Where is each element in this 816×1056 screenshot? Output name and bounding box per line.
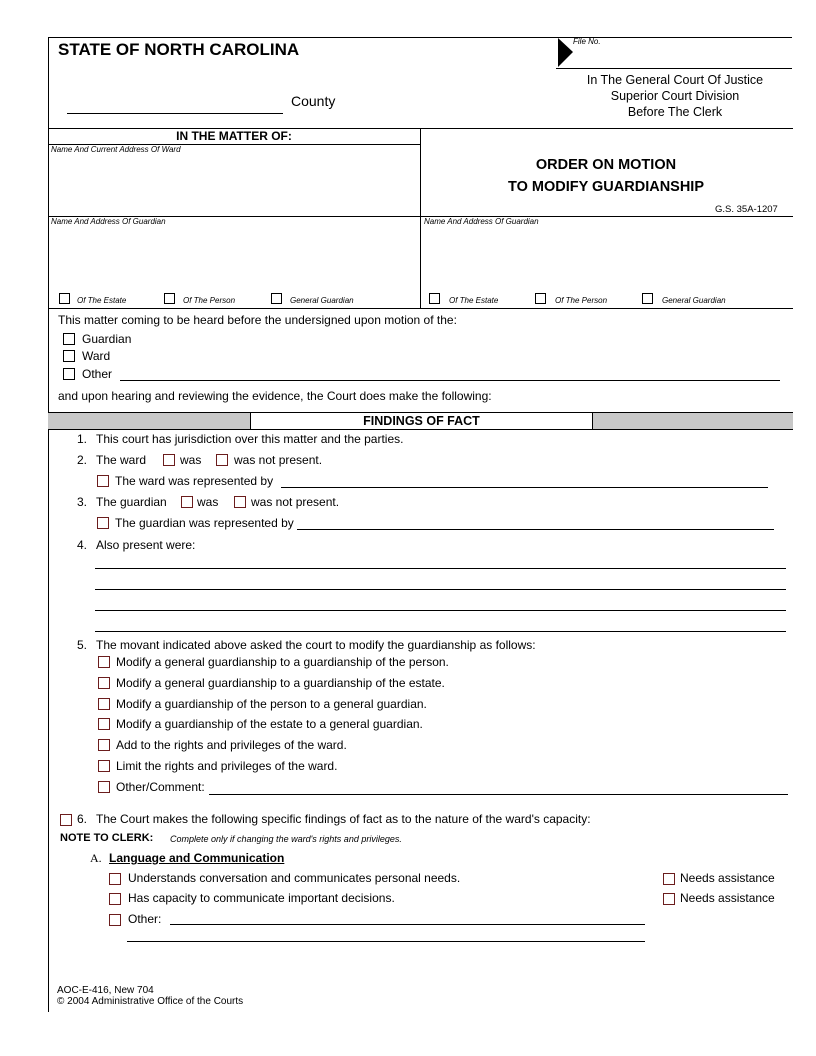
court-line-1: In The General Court Of Justice xyxy=(586,73,764,87)
finding-4-text: Also present were: xyxy=(96,538,196,552)
ward-was-not-checkbox[interactable] xyxy=(216,454,228,466)
motion-outro: and upon hearing and reviewing the evidence, the Court does make the following: xyxy=(58,389,492,403)
section-a-title: Language and Communication xyxy=(109,851,285,865)
a-item-1-assist-checkbox[interactable] xyxy=(663,873,675,885)
modify-option-3-label: Modify a guardianship of the person to a general guardian. xyxy=(116,697,427,711)
guardian-represented-field[interactable] xyxy=(297,529,774,530)
finding-5-text: The movant indicated above asked the court to modify the guardianship as follows: xyxy=(96,638,536,652)
modify-option-other-checkbox[interactable] xyxy=(98,781,110,793)
guardian-was-label: was xyxy=(197,495,219,509)
right-general-checkbox[interactable] xyxy=(642,293,653,304)
right-estate-label: Of The Estate xyxy=(449,296,499,305)
left-estate-label: Of The Estate xyxy=(77,296,127,305)
also-present-line-3[interactable] xyxy=(95,610,786,611)
statute-ref: G.S. 35A-1207 xyxy=(715,204,778,215)
motion-guardian-checkbox[interactable] xyxy=(63,333,75,345)
left-border xyxy=(48,37,49,1012)
a-item-1-label: Understands conversation and communicates personal needs. xyxy=(128,871,461,885)
also-present-line-2[interactable] xyxy=(95,589,786,590)
right-person-checkbox[interactable] xyxy=(535,293,546,304)
a-item-2-label: Has capacity to communicate important decisions. xyxy=(128,891,395,905)
a-item-2-assist-label: Needs assistance xyxy=(680,891,775,905)
modify-option-4-label: Modify a guardianship of the estate to a general guardian. xyxy=(116,717,423,731)
a-item-1-checkbox[interactable] xyxy=(109,873,121,885)
finding-3-number: 3. xyxy=(77,495,88,509)
ward-represented-label: The ward was represented by xyxy=(115,474,274,488)
guardian-label-right: Name And Address Of Guardian xyxy=(424,217,539,226)
guardian-represented-checkbox[interactable] xyxy=(97,517,109,529)
finding-5-number: 5. xyxy=(77,638,88,652)
right-general-label: General Guardian xyxy=(662,296,726,305)
file-no-top xyxy=(556,37,792,38)
finding-1-number: 1. xyxy=(77,432,88,446)
top-border xyxy=(48,37,556,38)
file-no-bottom xyxy=(556,68,792,69)
motion-other-label: Other xyxy=(82,367,113,381)
guardian-was-not-checkbox[interactable] xyxy=(234,496,246,508)
guardian-right-field[interactable] xyxy=(424,227,790,289)
finding-6-number: 6. xyxy=(77,812,88,826)
ward-represented-field[interactable] xyxy=(281,487,768,488)
guardian-represented-label: The guardian was represented by xyxy=(115,516,294,530)
left-general-label: General Guardian xyxy=(290,296,354,305)
court-division xyxy=(520,72,816,120)
left-person-checkbox[interactable] xyxy=(164,293,175,304)
file-no-label: File No. xyxy=(573,37,601,46)
finding-4-number: 4. xyxy=(77,538,88,552)
motion-guardian-label: Guardian xyxy=(82,332,132,346)
guardian-was-not-label: was not present. xyxy=(251,495,340,509)
note-to-clerk-text: Complete only if changing the ward's rights and privileges. xyxy=(170,834,402,844)
ward-was-checkbox[interactable] xyxy=(163,454,175,466)
a-item-1-assist-label: Needs assistance xyxy=(680,871,775,885)
a-other-field-line-2[interactable] xyxy=(127,941,645,942)
a-item-2-checkbox[interactable] xyxy=(109,893,121,905)
finding-1-text: This court has jurisdiction over this matter and the parties. xyxy=(96,432,404,446)
modify-other-field[interactable] xyxy=(209,794,788,795)
modify-option-3-checkbox[interactable] xyxy=(98,698,110,710)
motion-intro: This matter coming to be heard before the undersigned upon motion of the: xyxy=(58,313,457,327)
copyright: © 2004 Administrative Office of the Courts xyxy=(57,996,244,1007)
findings-title: FINDINGS OF FACT xyxy=(250,412,593,430)
modify-option-2-checkbox[interactable] xyxy=(98,677,110,689)
left-general-checkbox[interactable] xyxy=(271,293,282,304)
ward-name-field[interactable] xyxy=(52,155,418,213)
left-person-label: Of The Person xyxy=(183,296,236,305)
ward-was-label: was xyxy=(180,453,202,467)
modify-option-1-checkbox[interactable] xyxy=(98,656,110,668)
a-other-field-line-1[interactable] xyxy=(170,924,645,925)
modify-option-5-label: Add to the rights and privileges of the ward. xyxy=(116,738,347,752)
right-person-label: Of The Person xyxy=(555,296,608,305)
motion-ward-checkbox[interactable] xyxy=(63,350,75,362)
motion-top-line xyxy=(48,308,793,309)
modify-option-other-label: Other/Comment: xyxy=(116,780,205,794)
state-title: STATE OF NORTH CAROLINA xyxy=(58,40,300,59)
finding-2-label: The ward xyxy=(96,453,147,467)
modify-option-1-label: Modify a general guardianship to a guardianship of the person. xyxy=(116,655,449,669)
court-line-2: Superior Court Division xyxy=(610,89,740,103)
modify-option-5-checkbox[interactable] xyxy=(98,739,110,751)
county-label: County xyxy=(291,93,336,109)
court-line-3: Before The Clerk xyxy=(627,105,723,119)
motion-ward-label: Ward xyxy=(82,349,111,363)
modify-option-6-checkbox[interactable] xyxy=(98,760,110,772)
finding-6-text: The Court makes the following specific findings of fact as to the nature of the ward's capacity: xyxy=(96,812,591,826)
form-id: AOC-E-416, New 704 xyxy=(57,985,154,996)
a-item-2-assist-checkbox[interactable] xyxy=(663,893,675,905)
finding-6-checkbox[interactable] xyxy=(60,814,72,826)
order-title xyxy=(420,154,792,198)
motion-other-checkbox[interactable] xyxy=(63,368,75,380)
section-a-letter: A. xyxy=(90,851,102,865)
right-estate-checkbox[interactable] xyxy=(429,293,440,304)
ward-was-not-label: was not present. xyxy=(234,453,323,467)
also-present-line-1[interactable] xyxy=(95,568,786,569)
ward-name-label: Name And Current Address Of Ward xyxy=(51,145,181,154)
note-to-clerk-label: NOTE TO CLERK: xyxy=(60,832,154,844)
modify-option-4-checkbox[interactable] xyxy=(98,718,110,730)
motion-other-field[interactable] xyxy=(120,380,780,381)
finding-3-label: The guardian xyxy=(96,495,167,509)
also-present-line-4[interactable] xyxy=(95,631,786,632)
county-line xyxy=(67,113,283,114)
order-title-line-1: ORDER ON MOTION xyxy=(535,157,677,173)
a-other-label: Other: xyxy=(128,912,162,926)
guardian-was-checkbox[interactable] xyxy=(181,496,193,508)
matter-title: IN THE MATTER OF: xyxy=(176,129,292,143)
modify-option-6-label: Limit the rights and privileges of the ward. xyxy=(116,759,338,773)
order-title-line-2: TO MODIFY GUARDIANSHIP xyxy=(507,179,705,195)
modify-option-2-label: Modify a general guardianship to a guardianship of the estate. xyxy=(116,676,445,690)
ward-represented-checkbox[interactable] xyxy=(97,475,109,487)
left-estate-checkbox[interactable] xyxy=(59,293,70,304)
finding-2-number: 2. xyxy=(77,453,88,467)
a-other-checkbox[interactable] xyxy=(109,914,121,926)
guardian-label-left: Name And Address Of Guardian xyxy=(51,217,166,226)
guardian-left-field[interactable] xyxy=(52,227,418,289)
